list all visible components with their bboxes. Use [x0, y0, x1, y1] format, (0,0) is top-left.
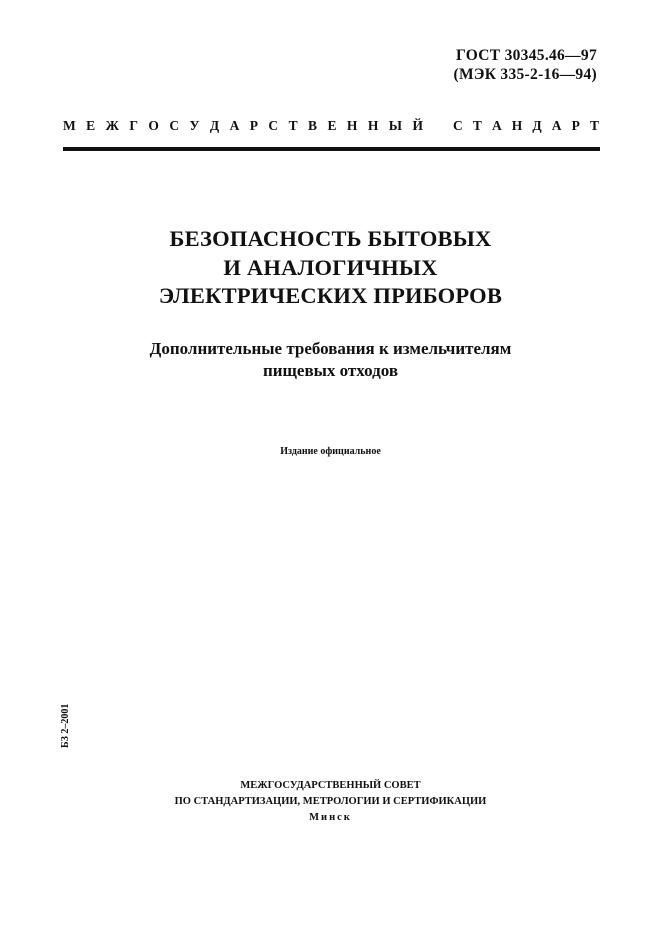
side-code-label: БЗ 2–2001 [60, 703, 71, 748]
standard-type-word-standard: С Т А Н Д А Р Т [453, 118, 599, 133]
publisher-block [0, 778, 661, 826]
standard-type-heading [63, 118, 599, 134]
iec-number: (МЭК 335-2-16—94) [453, 66, 597, 83]
document-subtitle [0, 338, 661, 382]
publisher-line-2: ПО СТАНДАРТИЗАЦИИ, МЕТРОЛОГИИ И СЕРТИФИКАЦИИ [174, 796, 487, 807]
publisher-city: Минск [309, 812, 352, 823]
gost-number: ГОСТ 30345.46—97 [455, 47, 597, 64]
title-line-3: ЭЛЕКТРИЧЕСКИХ ПРИБОРОВ [158, 283, 503, 308]
subtitle-line-1: Дополнительные требования к измельчителям [149, 339, 512, 358]
subtitle-line-2: пищевых отходов [262, 361, 399, 380]
publisher-line-1: МЕЖГОСУДАРСТВЕННЫЙ СОВЕТ [240, 780, 421, 791]
title-line-1: БЕЗОПАСНОСТЬ БЫТОВЫХ [169, 226, 492, 251]
standard-designation [453, 46, 597, 84]
edition-note: Издание официальное [280, 446, 381, 457]
header-rule [63, 147, 600, 151]
standard-type-word-interstate: М Е Ж Г О С У Д А Р С Т В Е Н Н Ы Й [63, 118, 423, 133]
title-line-2: И АНАЛОГИЧНЫХ [223, 254, 438, 280]
document-title [0, 225, 661, 311]
